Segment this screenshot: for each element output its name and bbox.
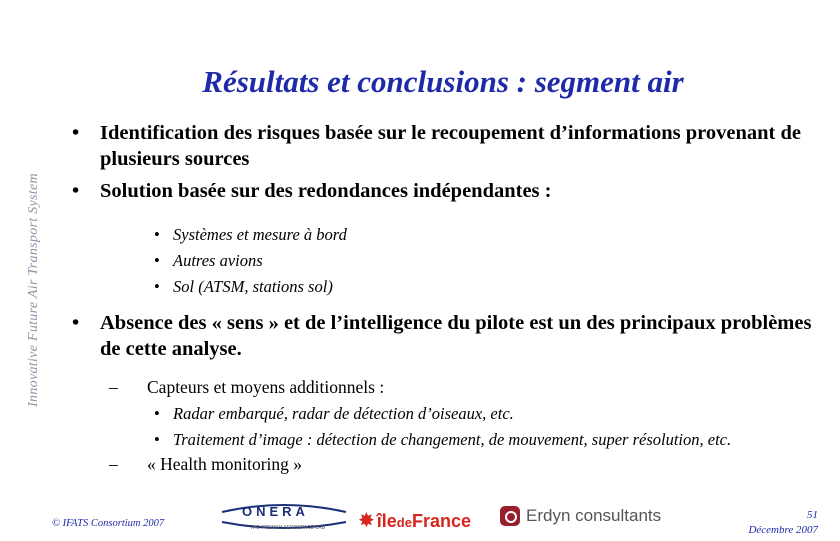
onera-logo: [220, 500, 348, 536]
onera-tagline: THE FRENCH AEROSPACE LAB: [250, 525, 325, 531]
item-text: « Health monitoring »: [147, 454, 303, 474]
dash: –: [109, 377, 118, 397]
erdyn-mark-icon: [500, 506, 520, 526]
point-text: Absence des « sens » et de l’intelligence du pilote est un des principaux problèmes de cette analyse.: [100, 312, 812, 360]
erdyn-wordmark: Erdyn consultants: [526, 506, 662, 525]
idf-word-france: France: [411, 511, 471, 531]
idf-word-ile: île: [376, 511, 397, 531]
bullet: •: [154, 225, 160, 244]
bullet: •: [154, 251, 160, 270]
dash: –: [109, 454, 118, 474]
item-text: Systèmes et mesure à bord: [173, 225, 347, 244]
list-item: [154, 274, 825, 300]
dash-item: [109, 451, 825, 478]
item-text: Sol (ATSM, stations sol): [173, 277, 333, 296]
list-item: [154, 401, 825, 427]
item-text: Capteurs et moyens additionnels :: [147, 377, 385, 397]
item-text: Traitement d’image : détection de changement, de mouvement, super résolution, etc.: [173, 430, 732, 449]
erdyn-logo: [500, 506, 661, 530]
slide-title: Résultats et conclusions : segment air: [202, 64, 684, 99]
list-item: [154, 222, 825, 248]
copyright: © IFATS Consortium 2007: [52, 518, 165, 529]
point-text: Identification des risques basée sur le recoupement d’informations provenant de plusieurs sources: [100, 122, 801, 170]
bullet: •: [154, 277, 160, 296]
point-missing-senses: [70, 310, 825, 362]
bullet: •: [154, 404, 160, 423]
bullet: •: [72, 312, 80, 334]
point-redundancies: [70, 178, 825, 204]
item-text: Autres avions: [173, 251, 263, 270]
star-icon: ✸: [358, 510, 375, 532]
bullet: •: [72, 180, 80, 202]
side-label: Innovative Future Air Transport System: [26, 173, 41, 407]
onera-wordmark: ONERA: [242, 504, 309, 519]
list-item: [154, 248, 825, 274]
bullet: •: [154, 430, 160, 449]
footer-date: Décembre 2007: [748, 524, 818, 536]
page-number: 51: [807, 509, 818, 521]
dash-item: [109, 374, 825, 401]
item-text: Radar embarqué, radar de détection d’oiseaux, etc.: [173, 404, 514, 423]
point-risk-identification: [70, 120, 825, 172]
footer-right: [748, 508, 818, 538]
point-text: Solution basée sur des redondances indépendantes :: [100, 180, 552, 202]
ile-de-france-logo: [358, 508, 471, 533]
idf-word-de: de: [396, 515, 412, 530]
slide-content: [70, 120, 825, 478]
list-item: [154, 429, 825, 451]
bullet: •: [72, 122, 80, 144]
